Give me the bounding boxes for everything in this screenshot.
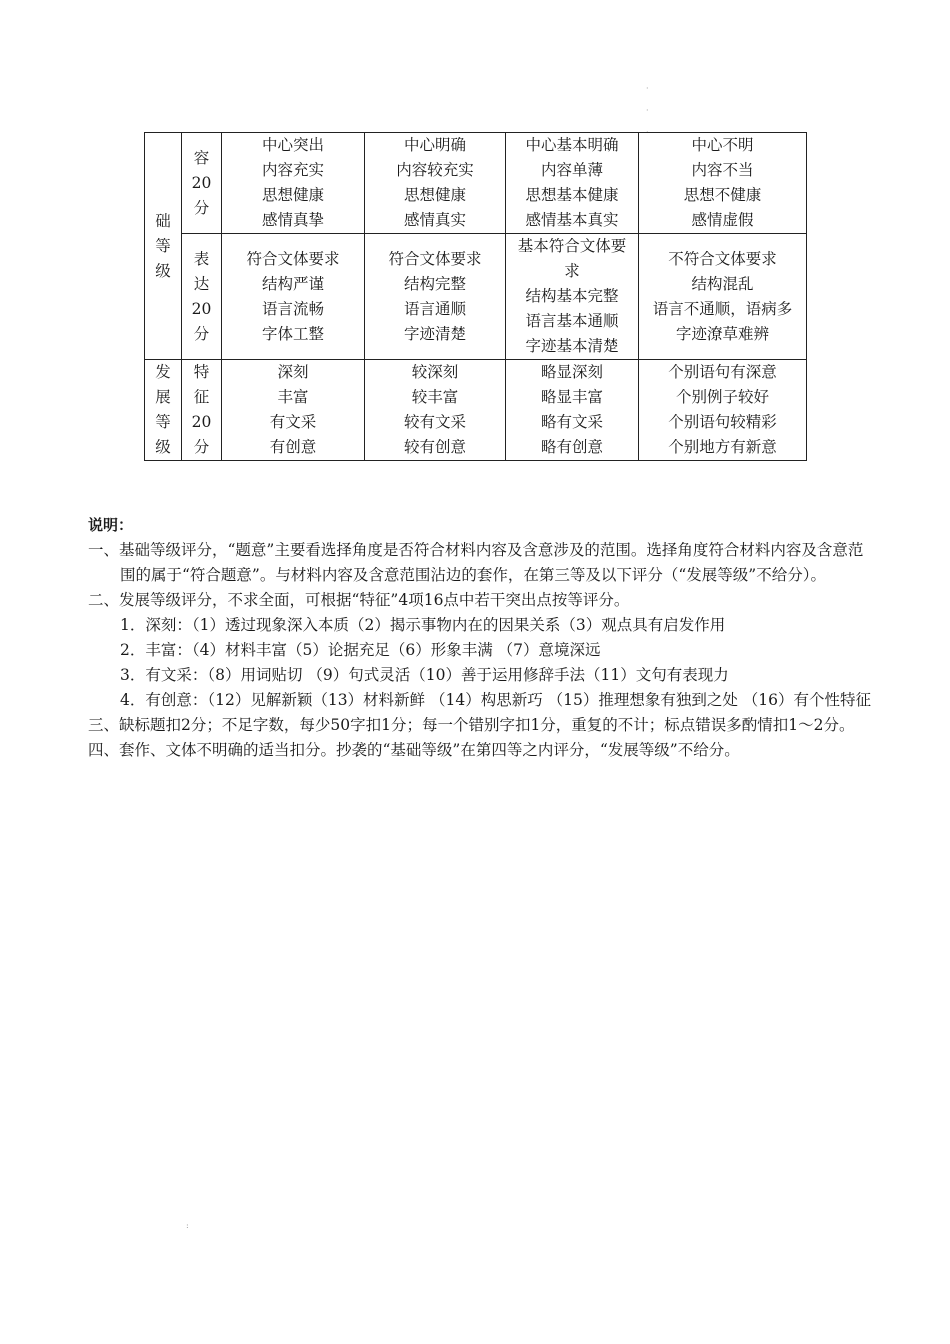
note-subitem: 2．丰富：（4）材料丰富（5）论据充足（6）形象丰满 （7）意境深远: [120, 641, 601, 659]
table-cell: 不符合文体要求 结构混乱 语言不通顺，语病多 字迹潦草难辨: [639, 234, 807, 360]
page-corner-mark-top: · · ·: [646, 84, 649, 137]
table-cell: 个别语句有深意 个别例子较好 个别语句较精彩 个别地方有新意: [639, 360, 807, 461]
page-corner-mark-bottom: :: [186, 1221, 189, 1230]
foundation-level-label: 础 等 级: [145, 133, 182, 360]
note-item: 一、基础等级评分，“题意”主要看选择角度是否符合材料内容及含意涉及的范围。选择角度符合材料内容及含意范围的属于“符合题意”。与材料内容及含意范围沾边的套作，在第三等及以下评分（“发展等级”不给分）。: [88, 541, 864, 584]
table-cell: 符合文体要求 结构完整 语言通顺 字迹清楚: [365, 234, 506, 360]
table-cell: 深刻 丰富 有文采 有创意: [222, 360, 365, 461]
table-cell: 基本符合文体要 求 结构基本完整 语言基本通顺 字迹基本清楚: [506, 234, 639, 360]
table-row: [145, 360, 807, 461]
table-cell: 较深刻 较丰富 较有文采 较有创意: [365, 360, 506, 461]
grading-rubric-table: [144, 132, 807, 461]
grading-notes: [88, 513, 878, 763]
feature-item-label: 特 征 20 分: [182, 360, 222, 461]
note-subitem: 1．深刻：（1）透过现象深入本质（2）揭示事物内在的因果关系（3）观点具有启发作用: [120, 616, 726, 634]
note-item: 四、套作、文体不明确的适当扣分。抄袭的“基础等级”在第四等之内评分，“发展等级”不给分。: [88, 741, 740, 759]
note-subitem: 4．有创意：（12）见解新颖（13）材料新鲜 （14）构思新巧 （15）推理想象有独到之处 （16）有个性特征: [120, 691, 872, 709]
table-cell: 中心突出 内容充实 思想健康 感情真挚: [222, 133, 365, 234]
table-row: [145, 133, 807, 234]
table-cell: 略显深刻 略显丰富 略有文采 略有创意: [506, 360, 639, 461]
notes-title: 说明：: [88, 516, 134, 534]
table-cell: 中心不明 内容不当 思想不健康 感情虚假: [639, 133, 807, 234]
table-cell: 中心明确 内容较充实 思想健康 感情真实: [365, 133, 506, 234]
expression-item-label: 表 达 20 分: [182, 234, 222, 360]
table-cell: 符合文体要求 结构严谨 语言流畅 字体工整: [222, 234, 365, 360]
table-row: [145, 234, 807, 360]
note-subitem: 3．有文采：（8）用词贴切 （9）句式灵活（10）善于运用修辞手法（11）文句有表现力: [120, 666, 729, 684]
note-item: 二、发展等级评分，不求全面，可根据“特征”4项16点中若干突出点按等评分。: [88, 591, 630, 609]
note-item: 三、缺标题扣2分；不足字数，每少50字扣1分；每一个错别字扣1分，重复的不计；标点错误多酌情扣1～2分。: [88, 716, 855, 734]
content-item-label: 容 20 分: [182, 133, 222, 234]
development-level-label: 发 展 等 级: [145, 360, 182, 461]
table-cell: 中心基本明确 内容单薄 思想基本健康 感情基本真实: [506, 133, 639, 234]
